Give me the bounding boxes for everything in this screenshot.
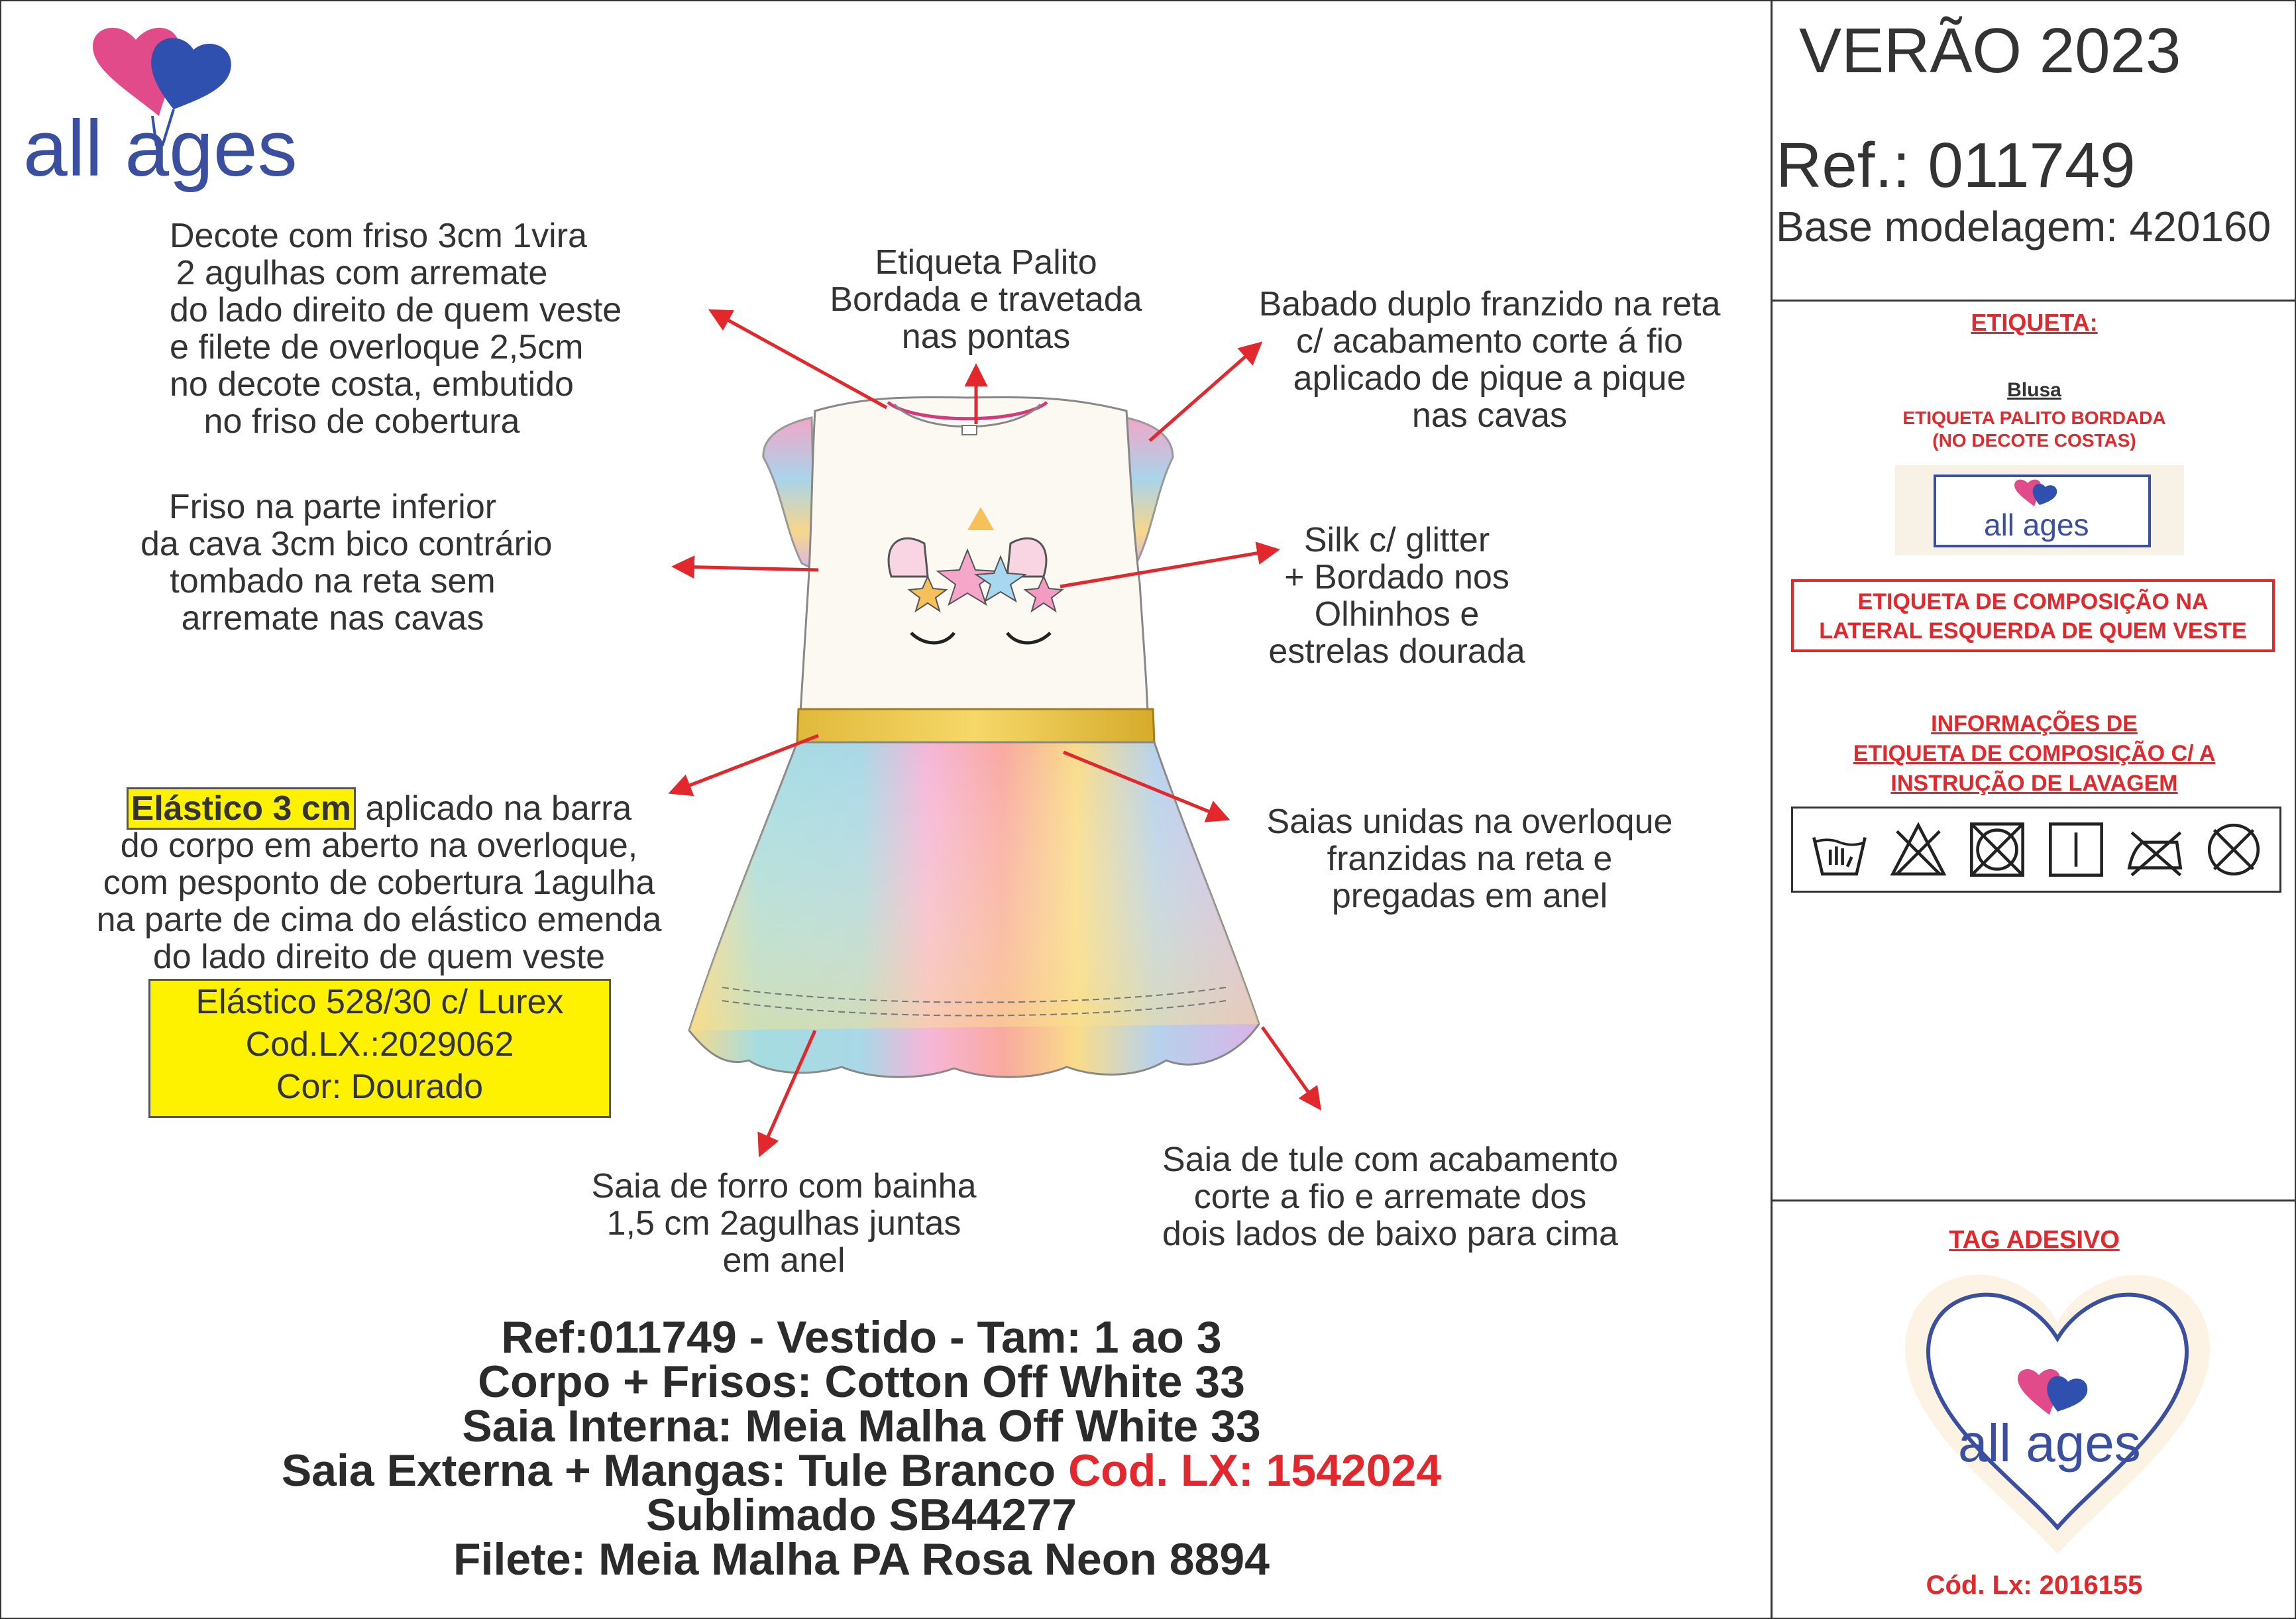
composicao-box: ETIQUETA DE COMPOSIÇÃO NA LATERAL ESQUERDA DE QUEM VESTE (1791, 579, 2275, 652)
no-tumble-dry-icon (1967, 819, 2028, 880)
annotation-babado: Babado duplo franzido na reta c/ acabamento corte á fio aplicado de pique a pique nas cavas (1258, 285, 1721, 435)
annotation-etiqueta-palito: Etiqueta Palito Bordada e travetada nas pontas (830, 243, 1142, 356)
no-iron-icon (2124, 819, 2185, 880)
spec-line-sublimado: Sublimado SB44277 (645, 1490, 1077, 1540)
tag-code: Cód. Lx: 2016155 (1926, 1571, 2143, 1600)
woven-label-logo (1936, 477, 2148, 545)
info-composicao: INFORMAÇÕES DE ETIQUETA DE COMPOSIÇÃO C/ A INSTRUÇÃO DE LAVAGEM (1853, 711, 2216, 796)
base-modelagem: Base modelagem: 420160 (1776, 203, 2271, 251)
spec-line-filete: Filete: Meia Malha PA Rosa Neon 8894 (453, 1534, 1270, 1585)
annotation-elastico: Elástico 3 cm aplicado na barra do corpo em aberto na overloque, com pesponto de cobertura 1agulha na parte de cima do elástico emenda do lado direito de quem veste (54, 790, 704, 976)
annotation-friso-cava: Friso na parte inferior da cava 3cm bico contrário tombado na reta sem arremate nas cavas (140, 488, 553, 638)
annotation-saias-unidas: Saias unidas na overloque franzidas na reta e pregadas em anel (1266, 803, 1673, 915)
annotation-saia-tule: Saia de tule com acabamento corte a fio e arremate dos dois lados de baixo para cima (1162, 1141, 1618, 1253)
hand-wash-icon (1809, 819, 1870, 880)
elastico-highlight: Elástico 3 cm (127, 787, 356, 830)
etiqueta-title: ETIQUETA: (1971, 309, 2098, 336)
blusa-label: Blusa (2007, 379, 2061, 401)
spec-line-ref: Ref:011749 - Vestido - Tam: 1 ao 3 (501, 1312, 1222, 1363)
svg-text:all ages: all ages (1984, 508, 2089, 542)
line-dry-icon (2046, 819, 2106, 880)
no-dry-clean-icon (2203, 819, 2264, 880)
care-symbols (1791, 807, 2281, 893)
tag-adesivo-title: TAG ADESIVO (1949, 1226, 2120, 1254)
heart-tag (1892, 1262, 2223, 1561)
woven-label (1895, 465, 2184, 555)
svg-text:all ages: all ages (1958, 1414, 2141, 1473)
woven-label-frame (1934, 475, 2151, 547)
svg-text:all ages: all ages (23, 104, 298, 193)
no-bleach-icon (1888, 819, 1949, 880)
palito-note: ETIQUETA PALITO BORDADA (NO DECOTE COSTAS) (1902, 408, 2166, 451)
panel-divider-top (1771, 300, 2296, 302)
spec-line-saia-externa: Saia Externa + Mangas: Tule Branco Cod. LX: 1542024 (281, 1445, 1442, 1496)
season-title: VERÃO 2023 (1799, 15, 2181, 86)
reference-number: Ref.: 011749 (1776, 130, 2136, 201)
panel-divider-bottom (1771, 1200, 2296, 1201)
spec-line-saia-interna: Saia Interna: Meia Malha Off White 33 (462, 1401, 1261, 1451)
annotation-saia-forro: Saia de forro com bainha 1,5 cm 2agulhas juntas em anel (591, 1167, 977, 1280)
panel-divider (1771, 0, 1773, 1619)
elastico-spec-box: Elástico 528/30 c/ Lurex Cod.LX.:2029062 Cor: Dourado (148, 979, 611, 1118)
annotation-decote: Decote com friso 3cm 1vira 2 agulhas com arremate do lado direito de quem veste e filete de overloque 2,5cm no decote costa, embutido no friso de cobertura (170, 217, 622, 441)
product-specs (166, 1312, 1557, 1585)
spec-line-corpo: Corpo + Frisos: Cotton Off White 33 (478, 1357, 1245, 1407)
annotation-silk: Silk c/ glitter + Bordado nos Olhinhos e estrelas dourada (1268, 521, 1525, 671)
